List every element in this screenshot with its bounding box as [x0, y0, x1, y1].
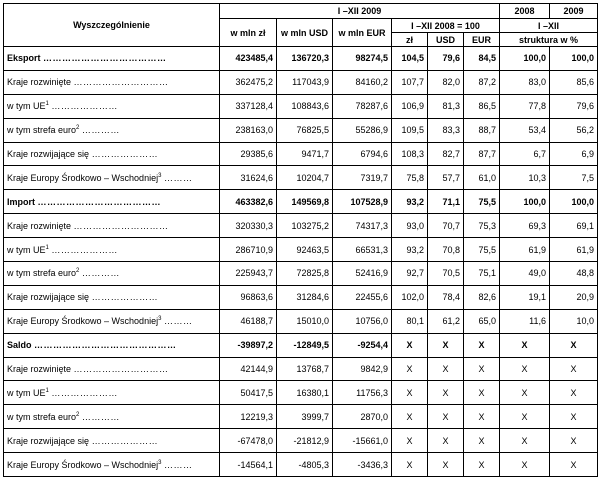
value-cell: 53,4: [500, 118, 550, 142]
value-cell: 57,7: [428, 166, 464, 190]
row-label: [4, 309, 220, 333]
value-cell: 6,7: [500, 142, 550, 166]
value-cell: 6,9: [550, 142, 598, 166]
value-cell: 69,1: [550, 214, 598, 238]
value-cell: -67478,0: [220, 429, 277, 453]
value-cell: 55286,9: [333, 118, 392, 142]
value-cell: 362475,2: [220, 70, 277, 94]
value-cell: 83,0: [500, 70, 550, 94]
value-cell: 75,5: [464, 238, 500, 262]
leader-dots: …………………………………: [43, 53, 167, 64]
leader-dots: ………: [163, 172, 193, 183]
row-label: [4, 262, 220, 286]
table-row: [4, 429, 598, 453]
value-cell: 11756,3: [333, 381, 392, 405]
row-label-text: w tym strefa euro: [7, 125, 77, 136]
leader-dots: …………………………: [73, 364, 169, 375]
value-cell: 65,0: [464, 309, 500, 333]
row-label-text: Kraje rozwijające się: [7, 149, 90, 159]
value-cell: 104,5: [392, 47, 428, 71]
value-cell: X: [500, 405, 550, 429]
value-cell: 56,2: [550, 118, 598, 142]
row-label: [4, 453, 220, 477]
value-cell: 75,5: [464, 190, 500, 214]
index-header: I –XII 2008 = 100: [392, 19, 500, 33]
value-cell: 12219,3: [220, 405, 277, 429]
value-cell: X: [464, 453, 500, 477]
row-label-text: w tym strefa euro: [7, 411, 77, 422]
value-cell: 13768,7: [277, 357, 333, 381]
value-cell: X: [500, 357, 550, 381]
table-row: [4, 453, 598, 477]
row-label: [4, 214, 220, 238]
value-cell: 82,7: [428, 142, 464, 166]
value-cell: X: [500, 429, 550, 453]
row-label: [4, 118, 220, 142]
value-cell: 423485,4: [220, 47, 277, 71]
value-cell: X: [500, 333, 550, 357]
value-cell: 100,0: [550, 47, 598, 71]
value-cell: 88,7: [464, 118, 500, 142]
value-cell: 76825,5: [277, 118, 333, 142]
value-cell: 85,6: [550, 70, 598, 94]
value-cell: 11,6: [500, 309, 550, 333]
value-cell: X: [392, 381, 428, 405]
year-2008-header: 2008: [500, 4, 550, 19]
row-label-text: Kraje Europy Środkowo – Wschodniej: [7, 459, 159, 470]
period-short-header: I –XII: [500, 19, 598, 33]
value-cell: 337128,4: [220, 94, 277, 118]
value-cell: 61,2: [428, 309, 464, 333]
value-cell: 107528,9: [333, 190, 392, 214]
value-cell: -4805,3: [277, 453, 333, 477]
value-cell: 71,1: [428, 190, 464, 214]
leader-dots: ………: [163, 459, 193, 470]
leader-dots: …………………………: [73, 220, 169, 231]
value-cell: 9842,9: [333, 357, 392, 381]
row-label: [4, 166, 220, 190]
row-label: [4, 333, 220, 357]
period-2009-header: I –XII 2009: [220, 4, 500, 19]
footnote-mark: 2: [76, 411, 80, 418]
value-cell: 10,0: [550, 309, 598, 333]
value-cell: 463382,6: [220, 190, 277, 214]
value-cell: 22455,6: [333, 285, 392, 309]
value-cell: 16380,1: [277, 381, 333, 405]
value-cell: 61,0: [464, 166, 500, 190]
table-row: [4, 166, 598, 190]
leader-dots: …………………: [51, 101, 118, 112]
value-cell: X: [464, 357, 500, 381]
leader-dots: …………: [81, 125, 120, 136]
row-label-text: Kraje rozwijające się: [7, 435, 90, 446]
value-cell: 83,3: [428, 118, 464, 142]
row-label-text: Saldo: [7, 340, 32, 351]
value-cell: -3436,3: [333, 453, 392, 477]
value-cell: 72825,8: [277, 262, 333, 286]
value-cell: X: [428, 357, 464, 381]
value-cell: X: [464, 333, 500, 357]
value-cell: 61,9: [550, 238, 598, 262]
value-cell: 80,1: [392, 309, 428, 333]
leader-dots: ………: [163, 316, 193, 327]
row-label: [4, 70, 220, 94]
value-cell: 10756,0: [333, 309, 392, 333]
value-cell: X: [464, 405, 500, 429]
value-cell: X: [550, 381, 598, 405]
row-label: [4, 429, 220, 453]
value-cell: 70,8: [428, 238, 464, 262]
table-row: [4, 214, 598, 238]
row-label-text: Kraje rozwinięte: [7, 77, 72, 88]
value-cell: 92,7: [392, 262, 428, 286]
leader-dots: ………………………………………: [34, 340, 177, 351]
eur-header: w mln EUR: [333, 19, 392, 47]
value-cell: X: [392, 405, 428, 429]
value-cell: 75,1: [464, 262, 500, 286]
value-cell: 225943,7: [220, 262, 277, 286]
value-cell: 149569,8: [277, 190, 333, 214]
value-cell: -12849,5: [277, 333, 333, 357]
value-cell: 84,5: [464, 47, 500, 71]
value-cell: X: [500, 453, 550, 477]
value-cell: 31284,6: [277, 285, 333, 309]
value-cell: X: [392, 333, 428, 357]
header-row-1: [4, 4, 598, 19]
value-cell: X: [428, 453, 464, 477]
row-label-text: Kraje Europy Środkowo – Wschodniej: [7, 316, 159, 327]
index-eur-header: EUR: [464, 33, 500, 47]
year-2009-header: 2009: [550, 4, 598, 19]
row-label: [4, 405, 220, 429]
value-cell: X: [550, 405, 598, 429]
row-label-text: Kraje rozwijające się: [7, 292, 90, 303]
table-row: [4, 333, 598, 357]
value-cell: 238163,0: [220, 118, 277, 142]
value-cell: 15010,0: [277, 309, 333, 333]
value-cell: -39897,2: [220, 333, 277, 357]
value-cell: 6794,6: [333, 142, 392, 166]
value-cell: 82,0: [428, 70, 464, 94]
row-label-text: Kraje Europy Środkowo – Wschodniej: [7, 172, 159, 183]
value-cell: X: [550, 453, 598, 477]
value-cell: 49,0: [500, 262, 550, 286]
table-row: [4, 381, 598, 405]
value-cell: 48,8: [550, 262, 598, 286]
value-cell: X: [428, 381, 464, 405]
row-label: [4, 47, 220, 71]
table-row: [4, 238, 598, 262]
value-cell: 66531,3: [333, 238, 392, 262]
value-cell: X: [500, 381, 550, 405]
row-label-text: Eksport: [7, 53, 41, 64]
leader-dots: …………………: [91, 149, 159, 159]
value-cell: 286710,9: [220, 238, 277, 262]
structure-header: struktura w %: [500, 33, 598, 47]
value-cell: 100,0: [500, 190, 550, 214]
value-cell: 75,3: [464, 214, 500, 238]
value-cell: 7319,7: [333, 166, 392, 190]
value-cell: X: [392, 453, 428, 477]
value-cell: 78287,6: [333, 94, 392, 118]
value-cell: 3999,7: [277, 405, 333, 429]
footnote-mark: 2: [76, 125, 80, 132]
row-label: [4, 190, 220, 214]
value-cell: 106,9: [392, 94, 428, 118]
value-cell: 117043,9: [277, 70, 333, 94]
row-label-text: w tym strefa euro: [7, 268, 77, 279]
value-cell: -14564,1: [220, 453, 277, 477]
value-cell: 10,3: [500, 166, 550, 190]
value-cell: 93,2: [392, 238, 428, 262]
value-cell: 93,0: [392, 214, 428, 238]
value-cell: 108843,6: [277, 94, 333, 118]
leader-dots: …………………: [51, 244, 118, 255]
value-cell: -9254,4: [333, 333, 392, 357]
value-cell: 107,7: [392, 70, 428, 94]
value-cell: 74317,3: [333, 214, 392, 238]
value-cell: 69,3: [500, 214, 550, 238]
value-cell: 78,4: [428, 285, 464, 309]
value-cell: -21812,9: [277, 429, 333, 453]
footnote-mark: 3: [158, 172, 162, 179]
value-cell: 136720,3: [277, 47, 333, 71]
pln-header: w mln zł: [220, 19, 277, 47]
value-cell: 79,6: [428, 47, 464, 71]
table-row: [4, 70, 598, 94]
value-cell: 29385,6: [220, 142, 277, 166]
usd-header: w mln USD: [277, 19, 333, 47]
value-cell: 61,9: [500, 238, 550, 262]
value-cell: X: [428, 405, 464, 429]
value-cell: 82,6: [464, 285, 500, 309]
table-row: [4, 94, 598, 118]
value-cell: 108,3: [392, 142, 428, 166]
value-cell: X: [428, 429, 464, 453]
value-cell: 9471,7: [277, 142, 333, 166]
table-row: [4, 142, 598, 166]
table-row: [4, 47, 598, 71]
value-cell: 77,8: [500, 94, 550, 118]
row-label: [4, 381, 220, 405]
table-row: [4, 309, 598, 333]
leader-dots: …………………: [91, 435, 159, 446]
value-cell: 70,5: [428, 262, 464, 286]
value-cell: 103275,2: [277, 214, 333, 238]
value-cell: 46188,7: [220, 309, 277, 333]
row-label-text: Import: [7, 196, 35, 207]
value-cell: 2870,0: [333, 405, 392, 429]
trade-table: [3, 3, 598, 477]
value-cell: 75,8: [392, 166, 428, 190]
table-row: [4, 405, 598, 429]
row-label-text: Kraje rozwinięte: [7, 364, 72, 375]
value-cell: X: [392, 429, 428, 453]
value-cell: 109,5: [392, 118, 428, 142]
value-cell: 98274,5: [333, 47, 392, 71]
value-cell: 84160,2: [333, 70, 392, 94]
description-header: Wyszczególnienie: [4, 4, 220, 47]
leader-dots: …………………………: [73, 77, 169, 88]
row-label: [4, 94, 220, 118]
value-cell: X: [392, 357, 428, 381]
value-cell: 52416,9: [333, 262, 392, 286]
footnote-mark: 1: [45, 244, 49, 251]
value-cell: 70,7: [428, 214, 464, 238]
leader-dots: …………………: [91, 292, 159, 303]
leader-dots: …………: [81, 268, 120, 279]
value-cell: 87,7: [464, 142, 500, 166]
leader-dots: …………………: [51, 387, 118, 398]
value-cell: 102,0: [392, 285, 428, 309]
footnote-mark: 1: [45, 387, 49, 394]
index-pln-header: zł: [392, 33, 428, 47]
value-cell: 86,5: [464, 94, 500, 118]
table-row: [4, 118, 598, 142]
leader-dots: …………: [81, 411, 120, 422]
row-label-text: w tym UE: [7, 244, 46, 255]
row-label-text: w tym UE: [7, 387, 46, 398]
value-cell: 96863,6: [220, 285, 277, 309]
value-cell: 81,3: [428, 94, 464, 118]
footnote-mark: 3: [158, 316, 162, 323]
value-cell: 10204,7: [277, 166, 333, 190]
value-cell: 320330,3: [220, 214, 277, 238]
row-label-text: Kraje rozwinięte: [7, 220, 72, 231]
table-row: [4, 285, 598, 309]
value-cell: X: [464, 381, 500, 405]
value-cell: X: [550, 429, 598, 453]
footnote-mark: 3: [158, 459, 162, 466]
value-cell: 87,2: [464, 70, 500, 94]
index-usd-header: USD: [428, 33, 464, 47]
row-label: [4, 285, 220, 309]
value-cell: 92463,5: [277, 238, 333, 262]
value-cell: 20,9: [550, 285, 598, 309]
value-cell: 7,5: [550, 166, 598, 190]
value-cell: 100,0: [550, 190, 598, 214]
value-cell: X: [428, 333, 464, 357]
value-cell: 42144,9: [220, 357, 277, 381]
row-label: [4, 238, 220, 262]
table-row: [4, 190, 598, 214]
value-cell: X: [550, 333, 598, 357]
value-cell: 31624,6: [220, 166, 277, 190]
value-cell: X: [550, 357, 598, 381]
value-cell: -15661,0: [333, 429, 392, 453]
value-cell: 100,0: [500, 47, 550, 71]
value-cell: 19,1: [500, 285, 550, 309]
value-cell: 79,6: [550, 94, 598, 118]
value-cell: 93,2: [392, 190, 428, 214]
leader-dots: …………………………………: [37, 196, 162, 207]
table-row: [4, 357, 598, 381]
row-label: [4, 142, 220, 166]
table-row: [4, 262, 598, 286]
footnote-mark: 2: [76, 268, 80, 275]
row-label-text: w tym UE: [7, 101, 46, 112]
footnote-mark: 1: [45, 101, 49, 108]
value-cell: 50417,5: [220, 381, 277, 405]
value-cell: X: [464, 429, 500, 453]
row-label: [4, 357, 220, 381]
